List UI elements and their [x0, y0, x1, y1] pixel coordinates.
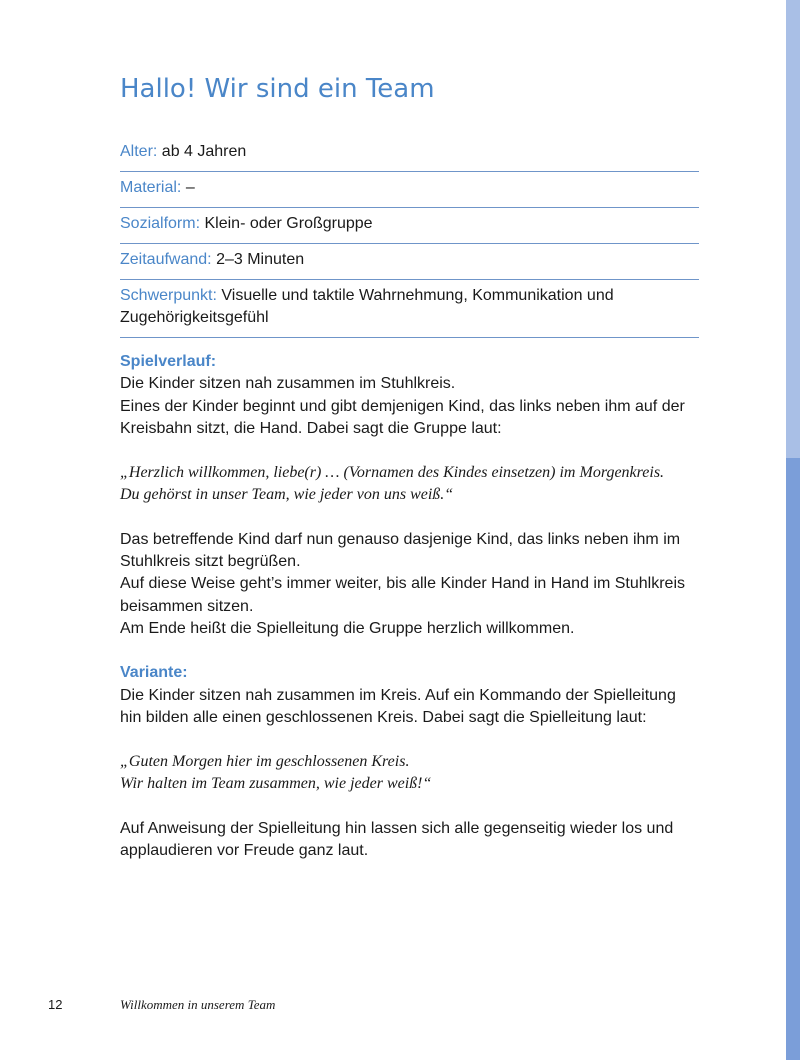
info-row-sozialform	[120, 208, 699, 244]
spielverlauf-paragraph-1: Das betreffende Kind darf nun genauso dasjenige Kind, das links neben ihm im Stuhlkreis sitzt begrüßen.	[120, 530, 681, 571]
info-row-alter	[120, 136, 699, 172]
info-row-zeitaufwand	[120, 244, 699, 280]
side-color-bar-top	[786, 0, 800, 458]
page-title: Hallo! Wir sind ein Team	[120, 74, 435, 104]
spielverlauf-paragraph-3: Am Ende heißt die Spielleitung die Gruppe herzlich willkommen.	[120, 619, 575, 637]
spielverlauf-heading: Spielverlauf:	[120, 353, 217, 370]
spielverlauf-paragraph-2: Auf diese Weise geht’s immer weiter, bis alle Kinder Hand in Hand im Stuhlkreis beisammen sitzen.	[120, 575, 685, 615]
variante-heading: Variante:	[120, 664, 188, 682]
spielverlauf-line-1: Die Kinder sitzen nah zusammen im Stuhlkreis.	[120, 375, 456, 393]
side-color-bar-bottom	[786, 458, 800, 1060]
variante-line-1: Die Kinder sitzen nah zusammen im Kreis. Auf ein Kommando der Spielleitung hin bilden alle einen geschlossenen Kreis. Dabei sagt die Spielleitung laut:	[120, 686, 676, 726]
spielverlauf-quote-2: Du gehörst in unser Team, wie jeder von uns weiß.“	[120, 486, 454, 504]
info-value-zeitaufwand: 2–3 Minuten	[216, 251, 305, 268]
variante-quote-1: „Guten Morgen hier im geschlossenen Kreis.	[120, 753, 410, 771]
info-row-schwerpunkt	[120, 280, 699, 338]
info-label-alter: Alter:	[120, 143, 158, 160]
spielverlauf-line-2: Eines der Kinder beginnt und gibt demjenigen Kind, das links neben ihm auf der Kreisbahn sitzt, die Hand. Dabei sagt die Gruppe laut:	[120, 397, 685, 437]
info-label-material: Material:	[120, 179, 182, 196]
running-title: Willkommen in unserem Team	[120, 997, 276, 1012]
info-row-material	[120, 172, 699, 208]
variante-paragraph-1: Auf Anweisung der Spielleitung hin lassen sich alle gegenseitig wieder los und applaudieren vor Freude ganz laut.	[120, 819, 674, 860]
info-value-alter: ab 4 Jahren	[161, 143, 247, 160]
spielverlauf-quote-1: „Herzlich willkommen, liebe(r) … (Vornamen des Kindes einsetzen) im Morgenkreis.	[120, 464, 665, 482]
game-description	[120, 351, 699, 862]
info-value-schwerpunkt: Visuelle und taktile Wahrnehmung, Kommunikation und Zugehörigkeitsgefühl	[120, 287, 614, 326]
info-label-zeitaufwand: Zeitaufwand:	[120, 251, 212, 268]
info-value-material: –	[185, 179, 195, 196]
info-label-sozialform: Sozialform:	[120, 215, 201, 232]
info-value-sozialform: Klein- oder Großgruppe	[204, 215, 373, 232]
game-info-table	[120, 136, 699, 338]
variante-quote-2: Wir halten im Team zusammen, wie jeder weiß!“	[120, 775, 432, 793]
page-number: 12	[48, 997, 63, 1012]
info-label-schwerpunkt: Schwerpunkt:	[120, 287, 217, 304]
